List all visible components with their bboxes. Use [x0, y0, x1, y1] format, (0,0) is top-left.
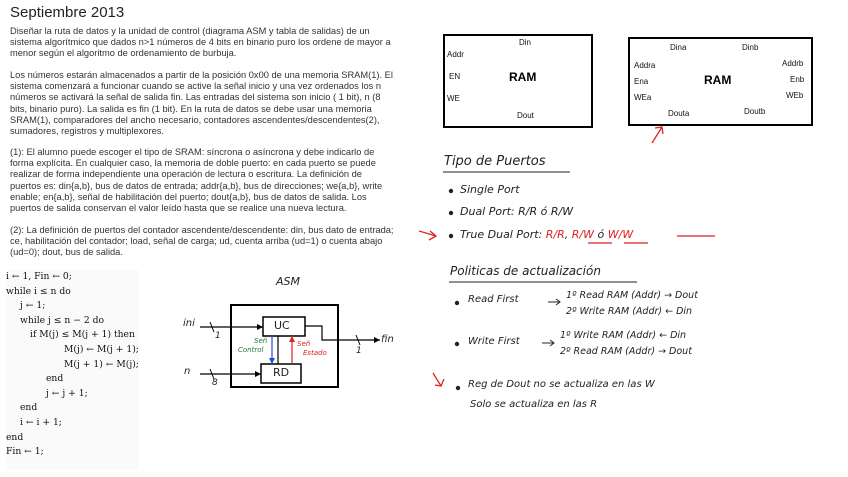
asm-title: ASM [276, 275, 300, 288]
reg-dout-note: Reg de Dout no se actualiza en las W [468, 379, 655, 390]
ena-label: Ena [634, 77, 649, 86]
algo-line: j ← j + 1; [46, 387, 88, 399]
write-first-step-1: 1º Write RAM (Addr) ← Din [560, 330, 687, 341]
ram-dual-port-block [628, 37, 813, 126]
algo-line: i ← i + 1; [20, 416, 62, 428]
addr-label: Addr [447, 50, 464, 59]
write-first-label: Write First [468, 336, 520, 347]
algo-line: M(j + 1) ← M(j); [64, 358, 139, 370]
read-first-label: Read First [468, 294, 519, 305]
politicas-title: Politicas de actualización [450, 264, 601, 278]
rw-mode: R/W [571, 228, 594, 241]
ram-single-port-block [443, 34, 593, 128]
senal-estado-label-2: Estado [303, 349, 327, 357]
tipo-puertos-title: Tipo de Puertos [444, 154, 546, 169]
ini-label: ini [183, 318, 195, 329]
dina-label: Dina [670, 43, 687, 52]
algo-line: while j ≤ n − 2 do [20, 314, 105, 326]
algo-line: end [20, 402, 38, 414]
problem-paragraph: Diseñar la ruta de datos y la unidad de control (diagrama ASM y tabla de salidas) de un sistema algorítmico que dados n>1 números de 4 bits en binario puro los ordene de mayor a menor según el algoritmo de ordenamiento de burbuja. [10, 26, 391, 59]
true-dual-label: True Dual Port: [460, 228, 543, 241]
or-text: ó [597, 228, 605, 241]
algo-line: M(j) ← M(j + 1); [64, 343, 139, 355]
algo-line: Fin ← 1; [6, 446, 44, 458]
senal-control-label: Señ [254, 337, 268, 345]
note-sram-paragraph: (1): El alumno puede escoger el tipo de SRAM: síncrona o asíncrona y debe indicarlo de forma explícita. En cualquier caso, la memoria de doble puerto: en cada puerto se puede realizar de forma independiente una operación de lectura o escritura. La definición de puertos es: din{a,b}, bus de datos de entrada; addr{a,b}, bus de direcciones; we{a,b}, write enable; en{a,b}, señal de habilitación del puerto; dout{a,b}, bus de datos de salida. Los puertos de salida conservan el valor leído hasta que se realice una nueva lectura. [10, 147, 383, 214]
algo-line: end [46, 373, 64, 385]
ram-name: RAM [509, 70, 537, 84]
enb-label: Enb [790, 75, 805, 84]
uc-label: UC [274, 319, 290, 332]
fin-width-label: 1 [356, 346, 362, 356]
algo-line: end [6, 431, 24, 443]
douta-label: Douta [668, 109, 690, 118]
algo-line: while i ≤ n do [6, 285, 71, 297]
rd-label: RD [273, 366, 290, 379]
web-label: WEb [786, 91, 804, 100]
page-title: Septiembre 2013 [10, 4, 125, 21]
doutb-label: Doutb [744, 107, 766, 116]
algo-line: i ← 1, Fin ← 0; [6, 271, 72, 282]
n-width-label: 8 [212, 378, 218, 388]
dinb-label: Dinb [742, 43, 759, 52]
true-dual-port-note: True Dual Port: R/R, R/W ó W/W [460, 228, 634, 241]
en-label: EN [449, 72, 461, 81]
din-label: Din [519, 38, 532, 47]
single-port-note: Single Port [460, 183, 520, 196]
rr-mode: R/R [545, 228, 565, 241]
dout-label: Dout [517, 111, 534, 120]
note-counter-paragraph: (2): La definición de puertos del contador ascendente/descendente: din, bus dato de entrada; ce, habilitación del contador; load, señal de carga; ud, cuenta arriba (ud=1) o cuenta abajo (ud=0); dout, bus de salida. [10, 225, 394, 258]
problem-paragraph: Los números estarán almacenados a partir de la posición 0x00 de una memoria SRAM(1). El sistema comenzará a funcionar cuando se active la señal inicio y una vez ordenados los n números se activará la señal de salida fin. Las entradas del sistema son inicio ( 1 bit), n (8 bits, binario puro). La salida es fin (1 bit). En la ruta de datos se debe usar una memoria SRAM(1), comparadores del ancho necesario, contadores ascendentes/descendentes(2), sumadores, registros y multiplexores. [10, 70, 393, 137]
read-first-step-2: 2º Write RAM (Addr) ← Din [566, 306, 693, 317]
ram-name: RAM [704, 73, 732, 87]
write-first-step-2: 2º Read RAM (Addr) → Dout [560, 346, 692, 357]
addrb-label: Addrb [782, 59, 804, 68]
addra-label: Addra [634, 61, 656, 70]
algo-line: j ← 1; [20, 300, 46, 312]
wea-label: WEa [634, 93, 652, 102]
algo-line: if M(j) ≤ M(j + 1) then [30, 329, 135, 341]
senal-estado-label: Señ [297, 340, 311, 348]
fin-label: fin [381, 334, 394, 345]
ww-mode: W/W [607, 228, 634, 241]
n-label: n [184, 366, 191, 377]
we-label: WE [447, 94, 460, 103]
dual-port-note: Dual Port: R/R ó R/W [460, 205, 574, 218]
reg-dout-note-2: Solo se actualiza en las R [470, 399, 598, 410]
senal-control-label-2: Control [238, 346, 264, 354]
ini-width-label: 1 [215, 331, 221, 341]
read-first-step-1: 1º Read RAM (Addr) → Dout [566, 290, 698, 301]
